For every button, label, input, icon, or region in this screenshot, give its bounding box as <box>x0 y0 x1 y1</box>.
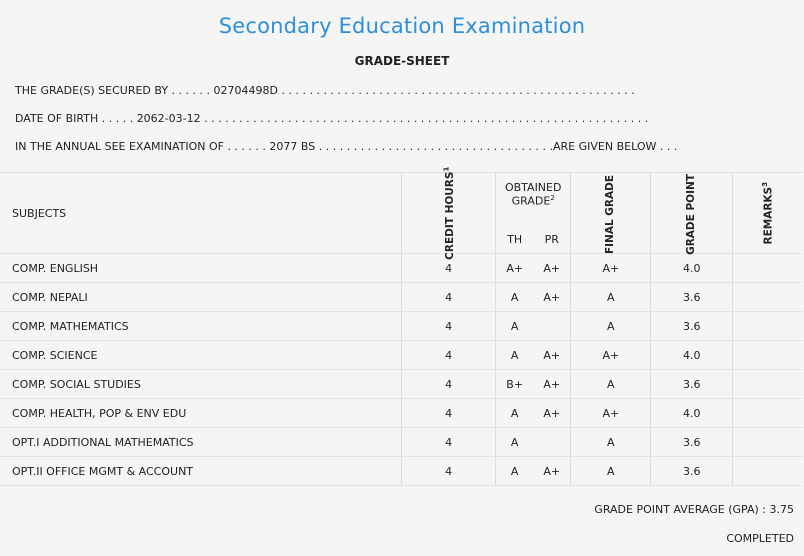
grade-point-header <box>651 173 733 254</box>
remarks <box>733 254 802 283</box>
exam-dots: . . . . . . . . . . . . . . . . . . . . . . . . . . . . . . . . . . <box>318 140 554 153</box>
subject-name: COMP. MATHEMATICS <box>0 312 401 341</box>
final-grade: A <box>571 370 651 399</box>
table-row <box>0 283 802 312</box>
grade-point: 3.6 <box>651 312 733 341</box>
date-of-birth-line <box>15 112 648 125</box>
table-row <box>0 457 802 486</box>
pr-grade: A+ <box>533 399 571 428</box>
exam-year: 2077 BS <box>269 140 316 153</box>
th-grade: A+ <box>496 254 534 283</box>
credit-hours: 4 <box>401 457 495 486</box>
grade-point: 3.6 <box>651 370 733 399</box>
gpa-summary: GRADE POINT AVERAGE (GPA) : 3.75 <box>594 503 794 516</box>
table-row <box>0 428 802 457</box>
final-grade: A <box>571 428 651 457</box>
pr-grade: A+ <box>533 370 571 399</box>
pr-header: PR <box>544 232 559 246</box>
remarks <box>733 370 802 399</box>
grade-point: 4.0 <box>651 399 733 428</box>
remarks <box>733 399 802 428</box>
th-grade: A <box>496 399 534 428</box>
table-row <box>0 312 802 341</box>
dob-value: 2062-03-12 <box>136 112 201 125</box>
final-grade: A+ <box>571 399 651 428</box>
page-title: Secondary Education Examination <box>218 14 586 38</box>
th-grade: A <box>496 341 534 370</box>
table-row <box>0 399 802 428</box>
subject-name: OPT.II OFFICE MGMT & ACCOUNT <box>0 457 401 486</box>
dob-dots: . . . . . . . . . . . . . . . . . . . . . . . . . . . . . . . . . . . . . . . . . . . . . . . . . . . . . . . . . . . . . . . . <box>204 112 649 125</box>
obtained-grade-label: OBTAINED GRADE <box>504 181 562 208</box>
credit-hours-header <box>401 166 495 260</box>
th-grade: A <box>496 428 534 457</box>
secured-by-line <box>15 84 635 97</box>
grade-point: 4.0 <box>651 341 733 370</box>
th-grade: A <box>496 283 534 312</box>
pr-grade: A+ <box>533 283 571 312</box>
pr-grade: A+ <box>533 254 571 283</box>
pr-grade <box>533 312 571 341</box>
pr-grade: A+ <box>533 341 571 370</box>
th-grade: A <box>496 312 534 341</box>
result-status: COMPLETED <box>726 532 794 545</box>
secured-by-dots: . . . . . . . . . . . . . . . . . . . . . . . . . . . . . . . . . . . . . . . . . . . . . . . . . . . <box>281 84 635 97</box>
table-row <box>0 254 802 283</box>
symbol-number: 02704498D <box>213 84 278 97</box>
dob-label: DATE OF BIRTH . . . . . <box>15 112 134 125</box>
remarks-sup: 3 <box>761 181 770 187</box>
secured-by-label: THE GRADE(S) SECURED BY . . . . . . <box>15 84 211 97</box>
th-grade: A <box>496 457 534 486</box>
subject-name: COMP. SOCIAL STUDIES <box>0 370 401 399</box>
exam-line <box>15 140 677 153</box>
grade-sheet-heading: GRADE-SHEET <box>354 54 450 68</box>
subject-name: COMP. SCIENCE <box>0 341 401 370</box>
final-grade: A <box>571 312 651 341</box>
remarks-header <box>733 173 802 254</box>
table-row <box>0 341 802 370</box>
final-grade: A <box>571 283 651 312</box>
final-grade-header <box>571 173 651 254</box>
final-grade: A+ <box>571 341 651 370</box>
given-below-text: ARE GIVEN BELOW . . . <box>553 140 678 153</box>
credit-hours: 4 <box>401 370 495 399</box>
remarks-label: REMARKS <box>762 186 775 245</box>
credit-hours: 4 <box>401 312 495 341</box>
subjects-header: SUBJECTS <box>12 206 67 220</box>
pr-grade <box>533 428 571 457</box>
table-row <box>0 370 802 399</box>
grade-point: 3.6 <box>651 457 733 486</box>
exam-label: IN THE ANNUAL SEE EXAMINATION OF . . . . . . <box>15 140 266 153</box>
grade-table <box>0 166 802 486</box>
subject-name: COMP. NEPALI <box>0 283 401 312</box>
credit-hours: 4 <box>401 428 495 457</box>
credit-hours: 4 <box>401 254 495 283</box>
remarks <box>733 283 802 312</box>
final-grade: A <box>571 457 651 486</box>
subject-name: COMP. HEALTH, POP & ENV EDU <box>0 399 401 428</box>
credit-hours: 4 <box>401 283 495 312</box>
credit-hours-label: CREDIT HOURS <box>443 171 456 260</box>
obtained-grade-header <box>496 173 571 226</box>
remarks <box>733 428 802 457</box>
final-grade-label: FINAL GRADE <box>604 174 617 254</box>
grade-point: 3.6 <box>651 428 733 457</box>
remarks <box>733 457 802 486</box>
th-grade: B+ <box>496 370 534 399</box>
credit-hours-sup: 1 <box>442 166 451 172</box>
credit-hours: 4 <box>401 341 495 370</box>
grade-point-label: GRADE POINT <box>685 173 698 255</box>
remarks <box>733 341 802 370</box>
subject-name: OPT.I ADDITIONAL MATHEMATICS <box>0 428 401 457</box>
subject-name: COMP. ENGLISH <box>0 254 401 283</box>
obtained-grade-sup: 2 <box>550 194 555 202</box>
th-header: TH <box>496 225 534 254</box>
credit-hours: 4 <box>401 399 495 428</box>
grade-point: 4.0 <box>651 254 733 283</box>
grade-point: 3.6 <box>651 283 733 312</box>
remarks <box>733 312 802 341</box>
final-grade: A+ <box>571 254 651 283</box>
pr-grade: A+ <box>533 457 571 486</box>
